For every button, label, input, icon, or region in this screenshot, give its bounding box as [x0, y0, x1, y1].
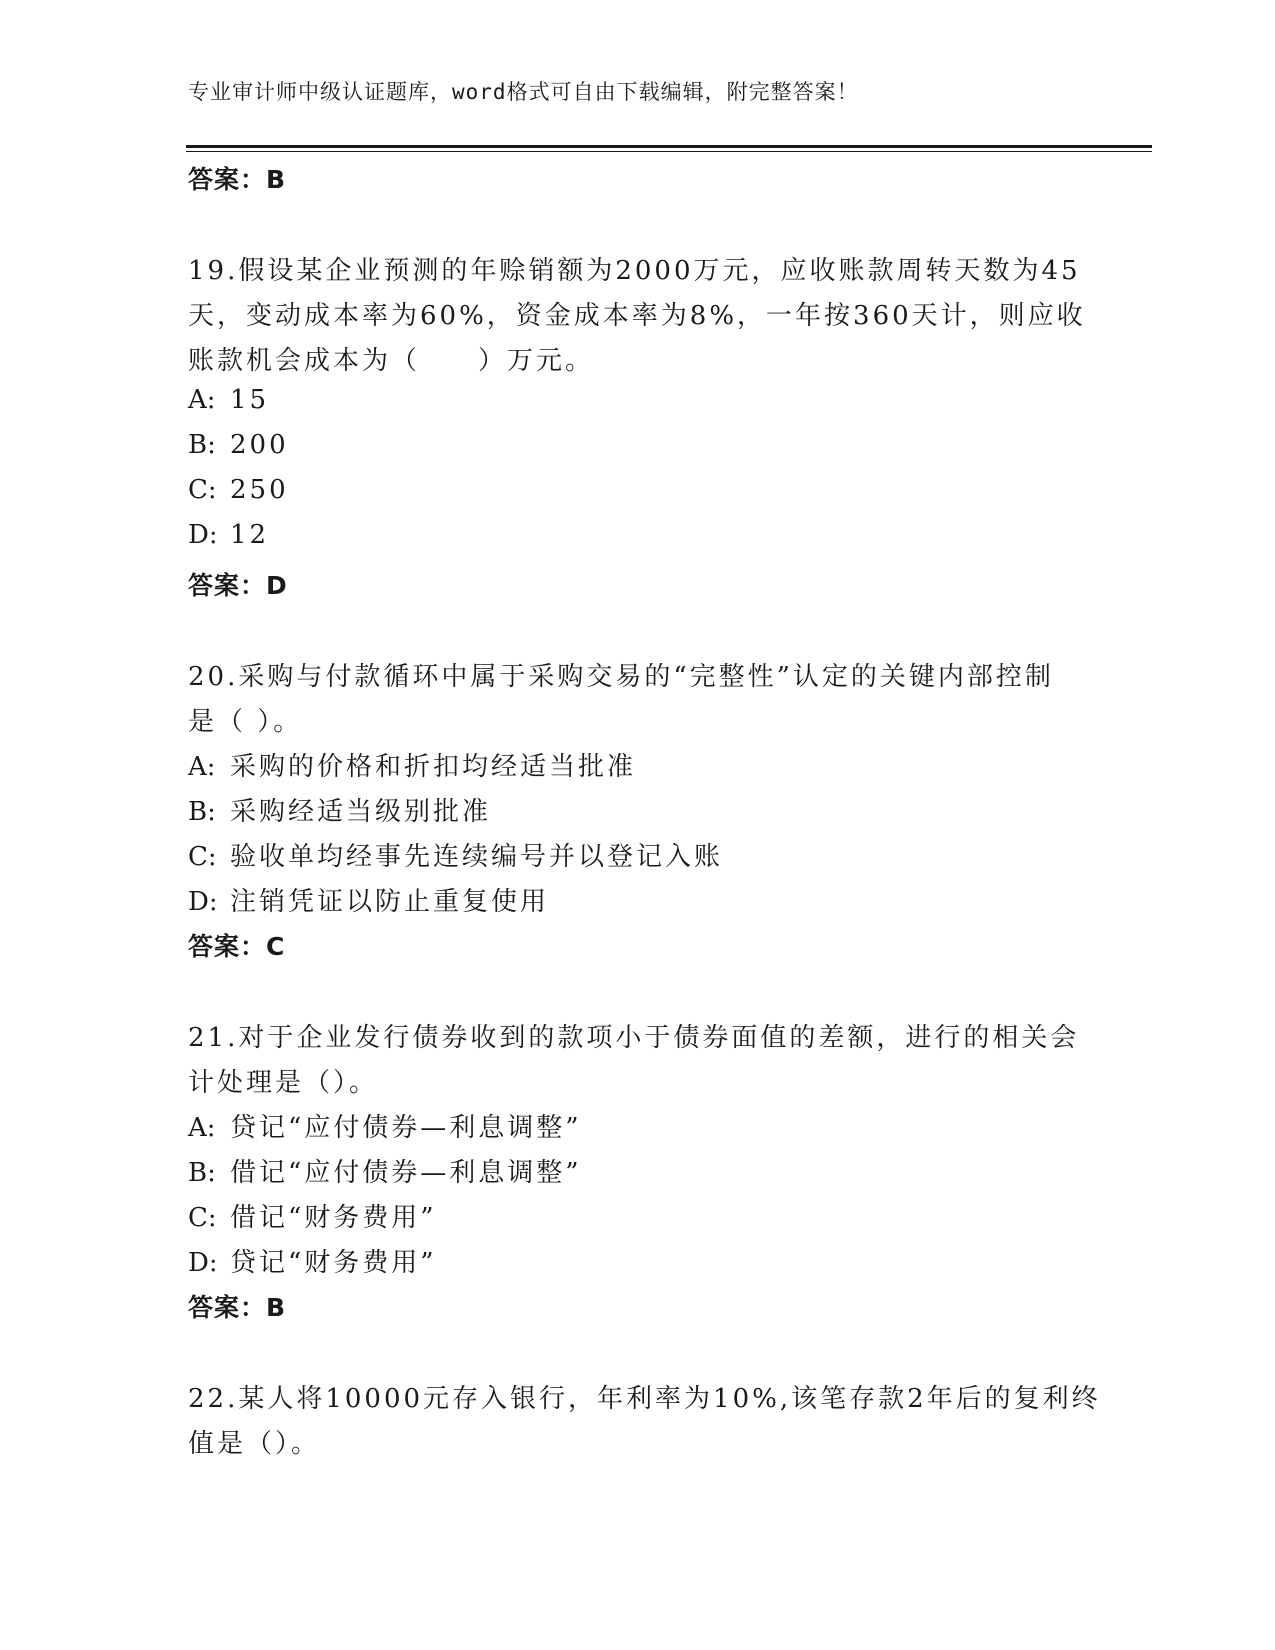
question-20-line-1: 20.采购与付款循环中属于采购交易的“完整性”认定的关键内部控制 [188, 662, 1054, 692]
option-key: D: [188, 1248, 218, 1278]
option-text: 250 [230, 475, 289, 505]
question-21-option-d [188, 1242, 437, 1279]
question-20-line-2: 是（ ）。 [188, 707, 303, 737]
option-key: B: [188, 430, 216, 460]
option-key: B: [188, 797, 216, 827]
question-19-option-a [188, 385, 269, 415]
option-key: A: [188, 1113, 216, 1143]
option-text: 借记“财务费用” [230, 1203, 437, 1233]
answer-prev: 答案：B [188, 165, 287, 194]
option-key: D: [188, 520, 218, 550]
option-text: 12 [230, 520, 270, 550]
option-text: 15 [230, 385, 270, 415]
question-20-option-b [188, 791, 491, 828]
question-22-line-2: 值是（）。 [188, 1429, 321, 1459]
question-20-option-c [188, 836, 723, 873]
question-20-option-a [188, 746, 636, 783]
option-text: 注销凭证以防止重复使用 [230, 887, 550, 917]
option-key: C: [188, 475, 217, 505]
header-rule-thin [186, 151, 1152, 152]
option-text: 验收单均经事先连续编号并以登记入账 [230, 842, 724, 872]
question-21-option-a [188, 1107, 582, 1144]
question-19-option-d [188, 520, 269, 550]
option-key: C: [188, 842, 217, 872]
question-20-option-d [188, 881, 549, 918]
question-19-option-b [188, 430, 289, 460]
question-19-line-2: 天，变动成本率为60%，资金成本率为8%，一年按360天计，则应收 [188, 301, 1086, 331]
question-21-option-b [188, 1152, 582, 1189]
option-key: D: [188, 887, 218, 917]
option-text: 200 [230, 430, 289, 460]
header-rule-thick [186, 145, 1152, 148]
option-key: A: [188, 385, 216, 415]
question-19-line-3: 账款机会成本为（ ）万元。 [188, 346, 595, 376]
question-19-option-c [188, 475, 289, 505]
question-19-answer: 答案：D [188, 571, 288, 600]
option-text: 采购的价格和折扣均经适当批准 [230, 752, 637, 782]
question-20-answer: 答案：C [188, 932, 286, 961]
option-key: C: [188, 1203, 217, 1233]
option-text: 贷记“财务费用” [230, 1248, 437, 1278]
option-key: B: [188, 1158, 216, 1188]
question-21-option-c [188, 1197, 437, 1234]
question-21-line-2: 计处理是（）。 [188, 1068, 379, 1098]
option-text: 借记“应付债券—利息调整” [230, 1158, 582, 1188]
option-key: A: [188, 752, 216, 782]
question-19-line-1: 19.假设某企业预测的年赊销额为2000万元，应收账款周转天数为45 [188, 256, 1081, 286]
option-text: 采购经适当级别批准 [230, 797, 492, 827]
option-text: 贷记“应付债券—利息调整” [230, 1113, 582, 1143]
question-21-answer: 答案：B [188, 1293, 287, 1322]
question-21-line-1: 21.对于企业发行债券收到的款项小于债券面值的差额，进行的相关会 [188, 1023, 1080, 1053]
question-22-line-1: 22.某人将10000元存入银行，年利率为10%,该笔存款2年后的复利终 [188, 1384, 1101, 1414]
page-header: 专业审计师中级认证题库，word格式可自由下载编辑，附完整答案！ [188, 80, 859, 104]
